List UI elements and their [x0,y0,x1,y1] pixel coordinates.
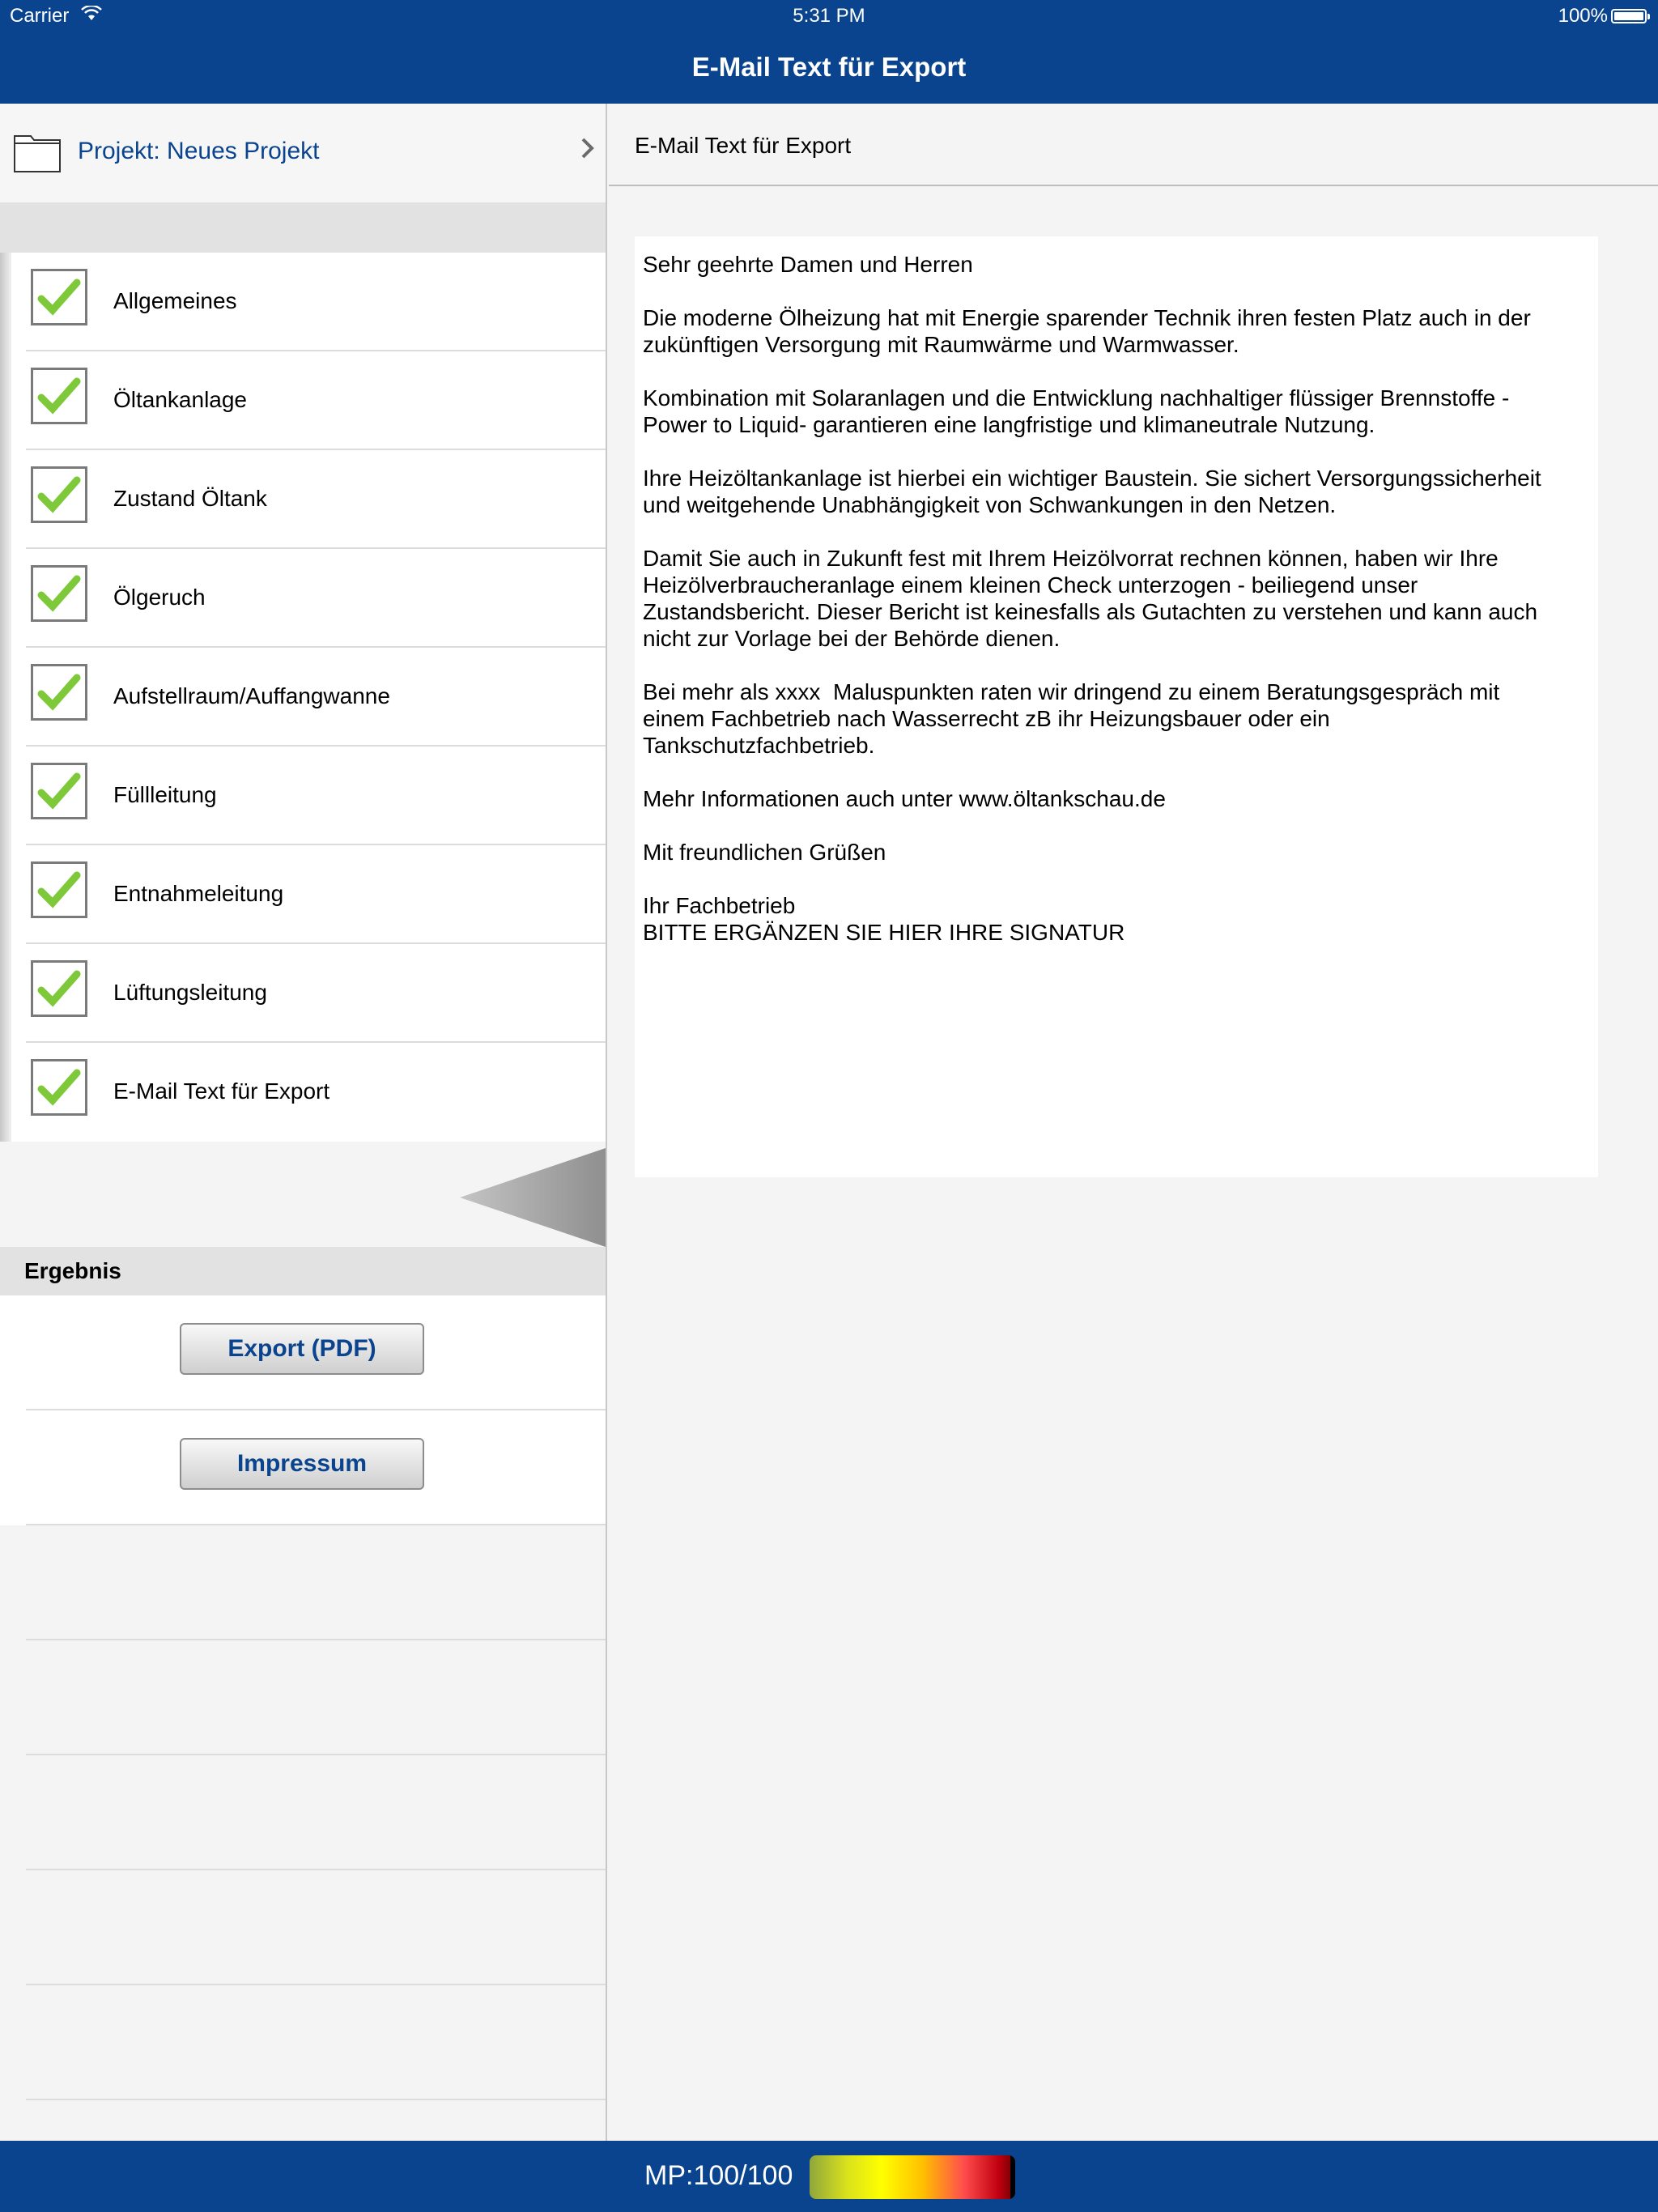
checklist [0,253,606,1142]
checklist-item-email-text[interactable] [0,1043,606,1142]
checkmark-icon [36,1065,82,1110]
checkmark-icon [36,274,82,320]
result-section-title: Ergebnis [24,1258,121,1283]
checkbox[interactable] [31,664,87,721]
checklist-item-entnahmeleitung[interactable] [0,845,606,944]
checklist-item-label: Zustand Öltank [113,486,267,511]
checklist-item-label: Lüftungsleitung [113,980,267,1005]
checkbox[interactable] [31,368,87,424]
empty-row [26,1640,606,1755]
checkmark-icon [36,670,82,715]
checkbox[interactable] [31,1059,87,1116]
checkbox[interactable] [31,466,87,523]
navigation-bar [0,0,1658,104]
checkmark-icon [36,373,82,419]
impressum-row [0,1410,606,1525]
checkmark-icon [36,571,82,616]
checklist-item-allgemeines[interactable] [0,253,606,351]
project-selector[interactable] [0,104,606,202]
status-bar [0,0,1658,32]
checklist-item-label: Füllleitung [113,782,217,807]
checklist-item-lueftungsleitung[interactable] [0,944,606,1043]
checkbox[interactable] [31,763,87,819]
checkmark-icon [36,768,82,814]
checklist-item-label: Öltankanlage [113,387,248,412]
checklist-item-label: Entnahmeleitung [113,881,284,906]
battery-icon [1611,9,1647,23]
checkmark-icon [36,867,82,912]
section-spacer [0,202,606,253]
export-row [0,1295,606,1410]
malus-points-label: MP:100/100 [644,2160,793,2191]
detail-title: E-Mail Text für Export [635,133,852,158]
checklist-item-label: Aufstellraum/Auffangwanne [113,683,390,708]
chevron-right-icon [580,136,596,168]
detail-header [609,104,1658,186]
bottom-bar [0,2141,1658,2212]
battery-percentage: 100% [1558,5,1608,27]
checklist-item-label: Allgemeines [113,288,237,313]
sidebar [0,104,607,2141]
selection-pointer-icon [460,1148,606,1247]
empty-row [26,1525,606,1640]
export-pdf-button[interactable]: Export (PDF) [180,1323,424,1375]
clock: 5:31 PM [793,5,865,27]
email-text-area[interactable]: Sehr geehrte Damen und Herren Die moderne Ölheizung hat mit Energie sparender Technik ihren festen Platz auch in der zukünftigen Versorgung mit Raumwärme und Warmwasser. Kombination mit Solaranlagen und die Entwicklung nachhaltiger flüssiger Brennstoffe - Power to Liquid- garantieren eine langfristige und klimaneutrale Nutzung. Ihre Heizöltankanlage ist hierbei ein wichtiger Baustein. Sie sichert Versorgungssicherheit und weitgehende Unabhängigkeit von Schwankungen in den Netzen. Damit Sie auch in Zukunft fest mit Ihrem Heizölvorrat rechnen können, haben wir Ihre Heizölverbraucheranlage einem kleinen Check unterzogen - beiliegend unser Zustandsbericht. Dieser Bericht ist keinesfalls als Gutachten zu verstehen und kann auch nicht zur Vorlage bei der Behörde dienen. Bei mehr als xxxx Maluspunkten raten wir dringend zu einem Beratungsgespräch mit einem Fachbetrieb nach Wasserrecht zB ihr Heizungsbauer oder ein Tankschutzfachbetrieb. Mehr Informationen auch unter www.öltankschau.de Mit freundlichen Grüßen Ihr Fachbetrieb BITTE ERGÄNZEN SIE HIER IHRE SIGNATUR [635,236,1598,1177]
checkbox[interactable] [31,960,87,1017]
empty-table-rows [26,1525,606,2212]
result-section-header [0,1247,606,1295]
checklist-item-oelgeruch[interactable] [0,549,606,648]
folder-icon [13,131,62,173]
checklist-item-oeltankanlage[interactable] [0,351,606,450]
checkbox[interactable] [31,269,87,325]
impressum-button[interactable]: Impressum [180,1438,424,1490]
project-label: Projekt: Neues Projekt [78,138,320,164]
checkbox[interactable] [31,565,87,622]
checklist-item-zustand-oeltank[interactable] [0,450,606,549]
checklist-item-fuellleitung[interactable] [0,747,606,845]
malus-points-meter [810,2155,1015,2199]
checklist-item-label: Ölgeruch [113,585,206,610]
empty-row [26,1755,606,1870]
checklist-item-label: E-Mail Text für Export [113,1078,330,1104]
meter-indicator [1010,2155,1015,2199]
checklist-item-aufstellraum[interactable] [0,648,606,747]
empty-row [26,1985,606,2100]
checkbox[interactable] [31,861,87,918]
carrier-label: Carrier [10,5,70,27]
page-title: E-Mail Text für Export [691,52,967,82]
empty-row [26,1870,606,1985]
checkmark-icon [36,966,82,1011]
checkmark-icon [36,472,82,517]
